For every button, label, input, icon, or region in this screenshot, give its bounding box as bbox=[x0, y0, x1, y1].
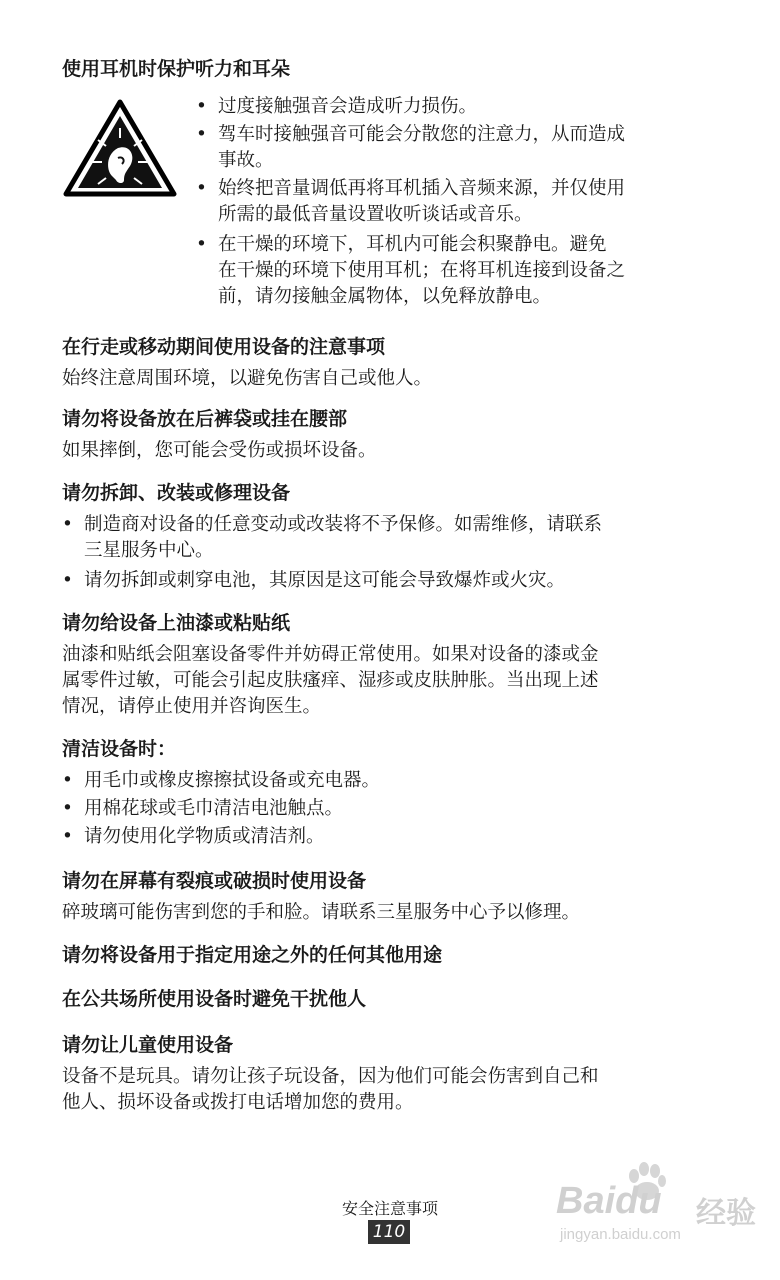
section-body: 如果摔倒，您可能会受伤或损坏设备。 bbox=[62, 440, 377, 461]
list-item: • 请勿拆卸或刺穿电池，其原因是这可能会导致爆炸或火灾。 bbox=[62, 570, 566, 591]
list-item: • 用棉花球或毛巾清洁电池触点。 bbox=[62, 798, 344, 819]
baidu-watermark bbox=[556, 1160, 766, 1250]
section-body: 始终注意周围环境，以避免伤害自己或他人。 bbox=[62, 368, 433, 389]
page-number: 110 bbox=[368, 1220, 410, 1244]
list-item: • 制造商对设备的任意变动或改装将不予保修。如需维修，请联系 三星服务中心。 bbox=[62, 514, 603, 561]
list-item: • 用毛巾或橡皮擦擦拭设备或充电器。 bbox=[62, 770, 381, 791]
watermark-jingyan: 经验 bbox=[696, 1196, 756, 1231]
hearing-warning-icon bbox=[62, 98, 178, 198]
section-title-cracked-screen: 请勿在屏幕有裂痕或破损时使用设备 bbox=[62, 870, 367, 892]
section-title-hearing: 使用耳机时保护听力和耳朵 bbox=[62, 58, 291, 80]
list-item: • 请勿使用化学物质或清洁剂。 bbox=[62, 826, 325, 847]
list-item: • 在干燥的环境下，耳机内可能会积聚静电。避免 在干燥的环境下使用耳机；在将耳机连接到设备之 前，请勿接触金属物体，以免释放静电。 bbox=[196, 234, 626, 307]
section-title-intended-use: 请勿将设备用于指定用途之外的任何其他用途 bbox=[62, 944, 443, 966]
section-body: 碎玻璃可能伤害到您的手和脸。请联系三星服务中心予以修理。 bbox=[62, 902, 581, 923]
list-item: • 始终把音量调低再将耳机插入音频来源，并仅使用 所需的最低音量设置收听谈话或音乐。 bbox=[196, 178, 626, 225]
footer-section-name: 安全注意事项 bbox=[341, 1199, 438, 1218]
section-title-paint: 请勿给设备上油漆或粘贴纸 bbox=[62, 612, 291, 634]
section-title-public-places: 在公共场所使用设备时避免干扰他人 bbox=[62, 988, 367, 1010]
section-title-cleaning: 清洁设备时： bbox=[62, 738, 177, 760]
list-item: • 驾车时接触强音可能会分散您的注意力，从而造成 事故。 bbox=[196, 124, 626, 171]
section-title-disassemble: 请勿拆卸、改装或修理设备 bbox=[62, 482, 291, 504]
watermark-url: jingyan.baidu.com bbox=[560, 1226, 681, 1243]
section-title-back-pocket: 请勿将设备放在后裤袋或挂在腰部 bbox=[62, 408, 348, 430]
section-title-walking: 在行走或移动期间使用设备的注意事项 bbox=[62, 336, 386, 358]
list-item: • 过度接触强音会造成听力损伤。 bbox=[196, 96, 478, 117]
watermark-logo: Baidu bbox=[556, 1180, 662, 1222]
section-body: 设备不是玩具。请勿让孩子玩设备，因为他们可能会伤害到自己和 他人、损坏设备或拨打电话增加您的费用。 bbox=[62, 1066, 599, 1113]
section-body: 油漆和贴纸会阻塞设备零件并妨碍正常使用。如果对设备的漆或金 属零件过敏，可能会引起皮肤瘙痒、湿疹或皮肤肿胀。当出现上述 情况，请停止使用并咨询医生。 bbox=[62, 644, 599, 717]
section-title-children: 请勿让儿童使用设备 bbox=[62, 1034, 234, 1056]
